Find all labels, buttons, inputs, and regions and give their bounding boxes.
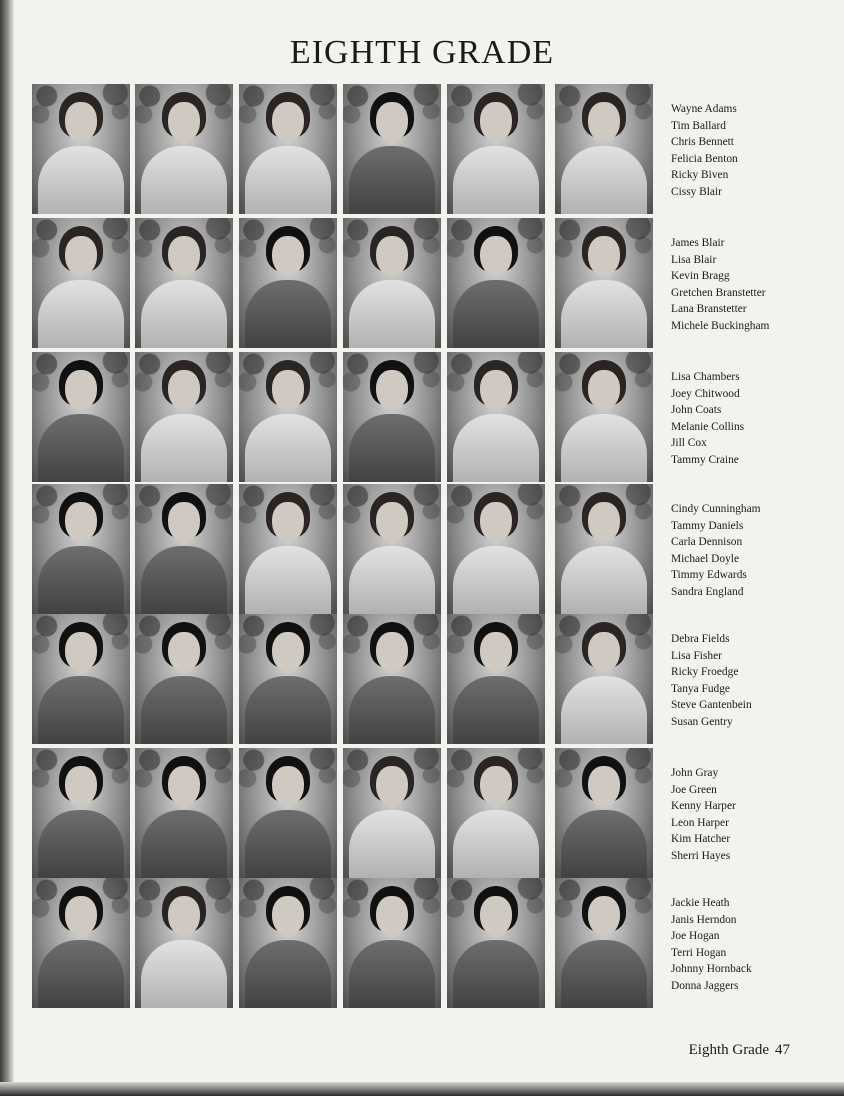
portrait-body [141,146,227,214]
student-portrait [239,748,337,878]
student-name: Sherri Hayes [671,849,731,862]
name-list [671,895,831,994]
page-bottom-edge [0,1082,844,1096]
student-portrait [239,84,337,214]
student-portrait [447,484,545,614]
student-portrait [32,748,130,878]
student-name: Michael Doyle [671,552,740,565]
student-portrait [135,614,233,744]
portrait-face [480,236,512,276]
student-portrait [135,352,233,482]
portrait-body [141,280,227,348]
portrait-face [65,236,97,276]
student-name: Tammy Craine [671,453,739,466]
portrait-face [588,896,620,936]
portrait-body [453,146,539,214]
student-name: James Blair [671,237,725,249]
student-name: Carla Dennison [671,536,743,548]
student-name: Susan Gentry [671,715,733,728]
portrait-face [588,236,620,276]
student-portrait [239,218,337,348]
portrait-face [168,766,200,806]
portrait-face [376,896,408,936]
student-portrait [555,218,653,348]
student-name: Gretchen Branstetter [671,286,766,299]
student-portrait [555,484,653,614]
student-name: Lisa Blair [671,253,717,266]
student-portrait [555,748,653,878]
student-portrait [32,878,130,1008]
student-portrait [32,614,130,744]
student-name: Michele Buckingham [671,319,770,332]
portrait-face [168,502,200,542]
portrait-body [38,414,124,482]
portrait-face [588,102,620,142]
portrait-body [38,676,124,744]
portrait-face [272,236,304,276]
portrait-body [453,280,539,348]
student-name: Sandra England [671,585,744,598]
portrait-body [561,810,647,878]
student-name: Kevin Bragg [671,270,730,282]
student-name: Donna Jaggers [671,979,739,992]
student-portrait [239,614,337,744]
student-name: Kenny Harper [671,800,736,812]
portrait-face [65,896,97,936]
student-portrait [447,614,545,744]
student-portrait [135,484,233,614]
name-list [671,501,831,600]
student-portrait [32,84,130,214]
portrait-face [480,632,512,672]
portrait-face [272,766,304,806]
student-name: Chris Bennett [671,136,734,148]
portrait-body [141,810,227,878]
student-name: Wayne Adams [671,103,737,115]
student-name: Jill Cox [671,437,707,449]
student-name: Tammy Daniels [671,519,744,532]
student-portrait [239,484,337,614]
student-portrait [32,218,130,348]
portrait-body [561,940,647,1008]
student-portrait [135,878,233,1008]
portrait-face [65,502,97,542]
portrait-body [453,940,539,1008]
student-name: Lisa Chambers [671,371,740,383]
portrait-face [168,236,200,276]
student-portrait [343,352,441,482]
student-name: John Gray [671,767,719,779]
portrait-body [349,810,435,878]
name-list [671,235,831,334]
page-binding-shadow [0,0,14,1096]
portrait-body [561,146,647,214]
portrait-face [376,632,408,672]
student-portrait [555,352,653,482]
portrait-body [38,146,124,214]
portrait-face [376,370,408,410]
student-name: Tim Ballard [671,119,726,132]
name-list [671,765,831,864]
portrait-body [349,280,435,348]
portrait-body [561,280,647,348]
portrait-body [245,280,331,348]
portrait-face [65,102,97,142]
student-portrait [447,878,545,1008]
portrait-face [480,896,512,936]
student-portrait [32,484,130,614]
portrait-face [65,766,97,806]
portrait-body [245,810,331,878]
portrait-face [168,632,200,672]
portrait-face [376,766,408,806]
student-portrait [447,748,545,878]
portrait-body [453,810,539,878]
portrait-face [480,370,512,410]
student-portrait [239,878,337,1008]
portrait-body [349,546,435,614]
portrait-face [376,502,408,542]
portrait-body [561,414,647,482]
student-portrait [135,748,233,878]
portrait-body [349,146,435,214]
portrait-body [349,940,435,1008]
portrait-body [453,546,539,614]
portrait-face [588,502,620,542]
student-name: Tanya Fudge [671,682,730,695]
student-portrait [343,748,441,878]
student-portrait [555,614,653,744]
portrait-body [141,546,227,614]
page-footer [689,1042,790,1059]
student-name: Melanie Collins [671,420,745,433]
student-name: Ricky Biven [671,169,729,181]
portrait-body [561,546,647,614]
portrait-face [168,896,200,936]
portrait-body [453,676,539,744]
portrait-face [65,632,97,672]
page-number: 47 [775,1042,790,1058]
student-name: Timmy Edwards [671,569,747,581]
portrait-body [38,940,124,1008]
portrait-face [65,370,97,410]
student-name: Debra Fields [671,633,730,645]
portrait-body [38,280,124,348]
portrait-body [245,940,331,1008]
student-name: Lisa Fisher [671,649,722,662]
student-name: Kim Hatcher [671,833,731,845]
student-portrait [343,614,441,744]
portrait-face [272,102,304,142]
student-name: Cindy Cunningham [671,503,761,515]
portrait-face [376,236,408,276]
student-portrait [447,84,545,214]
portrait-body [141,940,227,1008]
portrait-body [245,546,331,614]
portrait-body [453,414,539,482]
student-portrait [135,84,233,214]
name-list [671,631,831,730]
portrait-body [141,676,227,744]
student-portrait [447,352,545,482]
portrait-face [588,766,620,806]
student-portrait [555,878,653,1008]
page-title: EIGHTH GRADE [289,34,555,71]
student-name: Cissy Blair [671,185,722,198]
portrait-face [480,102,512,142]
student-portrait [343,84,441,214]
portrait-body [141,414,227,482]
student-portrait [343,218,441,348]
student-name: Johnny Hornback [671,963,752,975]
student-name: Joey Chitwood [671,387,740,400]
portrait-face [168,102,200,142]
student-name: Ricky Froedge [671,666,739,678]
student-portrait [447,218,545,348]
name-list [671,369,831,468]
portrait-face [588,370,620,410]
student-portrait [555,84,653,214]
student-name: Steve Gantenbein [671,699,752,711]
portrait-body [245,676,331,744]
portrait-face [168,370,200,410]
student-name: Terri Hogan [671,946,727,959]
student-portrait [343,484,441,614]
student-name: John Coats [671,404,722,416]
student-name: Janis Herndon [671,913,737,926]
student-name: Leon Harper [671,816,729,829]
portrait-body [245,146,331,214]
portrait-face [480,502,512,542]
student-name: Joe Green [671,783,717,796]
student-portrait [343,878,441,1008]
name-list [671,101,831,200]
portrait-body [561,676,647,744]
portrait-body [349,414,435,482]
portrait-face [272,502,304,542]
student-name: Jackie Heath [671,897,730,909]
portrait-face [480,766,512,806]
student-portrait [32,352,130,482]
portrait-face [588,632,620,672]
footer-section-label: Eighth Grade [688,1042,769,1058]
portrait-body [38,546,124,614]
portrait-face [272,896,304,936]
student-portrait [239,352,337,482]
portrait-body [245,414,331,482]
portrait-face [272,370,304,410]
portrait-face [376,102,408,142]
portrait-face [272,632,304,672]
student-name: Joe Hogan [671,930,720,942]
student-portrait [135,218,233,348]
portrait-body [349,676,435,744]
student-name: Lana Branstetter [671,303,747,315]
portrait-body [38,810,124,878]
student-name: Felicia Benton [671,152,738,165]
